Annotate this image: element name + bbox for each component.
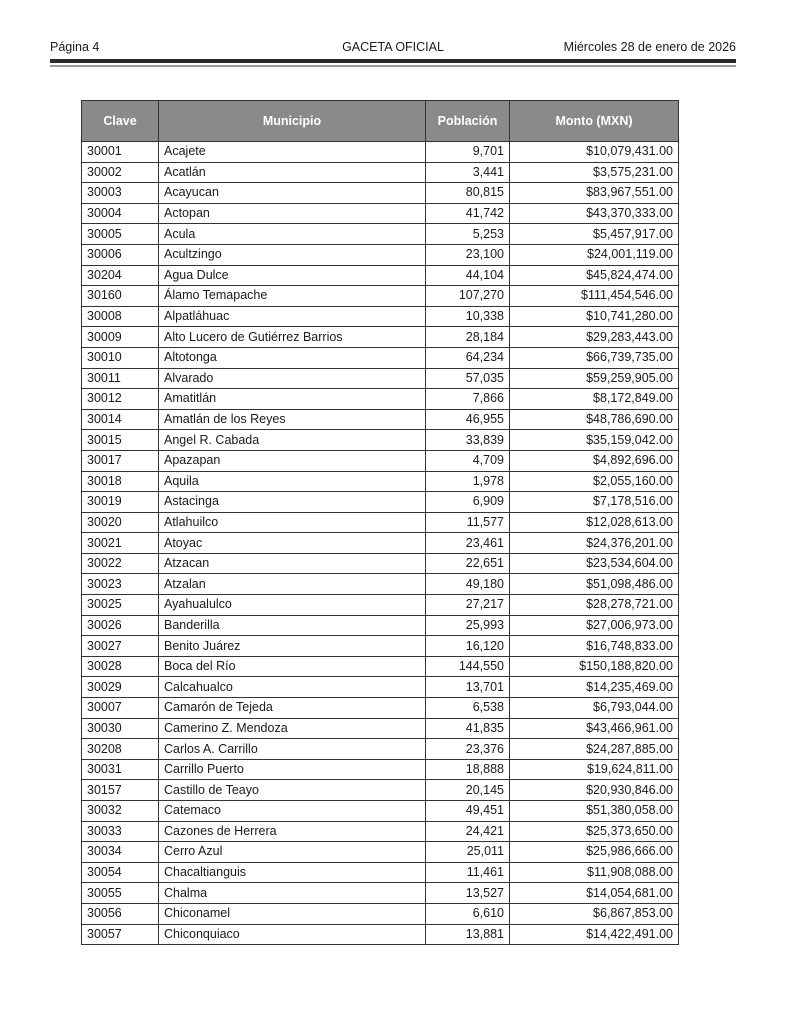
- header-rule-thin: [50, 65, 736, 67]
- cell-poblacion: 41,835: [426, 718, 510, 739]
- table-row: [82, 244, 679, 265]
- cell-municipio: Aquila: [159, 471, 426, 492]
- cell-clave: 30019: [82, 492, 159, 513]
- table-row: [82, 903, 679, 924]
- cell-municipio: Actopan: [159, 203, 426, 224]
- column-header-monto: Monto (MXN): [510, 101, 679, 142]
- cell-municipio: Cerro Azul: [159, 842, 426, 863]
- cell-monto: $59,259,905.00: [510, 368, 679, 389]
- cell-monto: $20,930,846.00: [510, 780, 679, 801]
- cell-monto: $3,575,231.00: [510, 162, 679, 183]
- cell-poblacion: 23,376: [426, 739, 510, 760]
- cell-clave: 30006: [82, 244, 159, 265]
- cell-clave: 30031: [82, 759, 159, 780]
- header-rule-thick: [50, 59, 736, 63]
- cell-clave: 30005: [82, 224, 159, 245]
- cell-monto: $14,054,681.00: [510, 883, 679, 904]
- cell-clave: 30029: [82, 677, 159, 698]
- cell-monto: $24,287,885.00: [510, 739, 679, 760]
- cell-monto: $14,235,469.00: [510, 677, 679, 698]
- cell-poblacion: 13,701: [426, 677, 510, 698]
- table-row: [82, 533, 679, 554]
- cell-municipio: Astacinga: [159, 492, 426, 513]
- cell-municipio: Acayucan: [159, 183, 426, 204]
- cell-clave: 30007: [82, 698, 159, 719]
- cell-municipio: Atoyac: [159, 533, 426, 554]
- cell-municipio: Acultzingo: [159, 244, 426, 265]
- cell-poblacion: 13,881: [426, 924, 510, 945]
- cell-poblacion: 22,651: [426, 553, 510, 574]
- cell-clave: 30055: [82, 883, 159, 904]
- cell-poblacion: 1,978: [426, 471, 510, 492]
- cell-monto: $43,370,333.00: [510, 203, 679, 224]
- table-row: [82, 842, 679, 863]
- cell-clave: 30030: [82, 718, 159, 739]
- table-row: [82, 636, 679, 657]
- table-header-row: [82, 101, 679, 142]
- cell-municipio: Amatitlán: [159, 389, 426, 410]
- table-row: [82, 430, 679, 451]
- cell-municipio: Agua Dulce: [159, 265, 426, 286]
- table-row: [82, 677, 679, 698]
- cell-poblacion: 41,742: [426, 203, 510, 224]
- cell-clave: 30003: [82, 183, 159, 204]
- cell-municipio: Alpatláhuac: [159, 306, 426, 327]
- cell-poblacion: 80,815: [426, 183, 510, 204]
- cell-poblacion: 23,100: [426, 244, 510, 265]
- cell-municipio: Acatlán: [159, 162, 426, 183]
- cell-clave: 30009: [82, 327, 159, 348]
- table-row: [82, 203, 679, 224]
- cell-monto: $45,824,474.00: [510, 265, 679, 286]
- cell-poblacion: 23,461: [426, 533, 510, 554]
- table-row: [82, 862, 679, 883]
- cell-poblacion: 25,993: [426, 615, 510, 636]
- cell-municipio: Atzacan: [159, 553, 426, 574]
- table-row: [82, 801, 679, 822]
- cell-poblacion: 11,461: [426, 862, 510, 883]
- cell-monto: $5,457,917.00: [510, 224, 679, 245]
- cell-poblacion: 49,180: [426, 574, 510, 595]
- cell-municipio: Chiconamel: [159, 903, 426, 924]
- cell-municipio: Camarón de Tejeda: [159, 698, 426, 719]
- table-row: [82, 821, 679, 842]
- table-row: [82, 265, 679, 286]
- cell-poblacion: 10,338: [426, 306, 510, 327]
- cell-clave: 30204: [82, 265, 159, 286]
- cell-poblacion: 11,577: [426, 512, 510, 533]
- column-header-clave: Clave: [82, 101, 159, 142]
- cell-monto: $66,739,735.00: [510, 347, 679, 368]
- cell-clave: 30157: [82, 780, 159, 801]
- table-row: [82, 492, 679, 513]
- cell-clave: 30033: [82, 821, 159, 842]
- cell-clave: 30014: [82, 409, 159, 430]
- cell-municipio: Catemaco: [159, 801, 426, 822]
- table-row: [82, 142, 679, 163]
- cell-poblacion: 5,253: [426, 224, 510, 245]
- table-row: [82, 924, 679, 945]
- table-row: [82, 883, 679, 904]
- cell-monto: $83,967,551.00: [510, 183, 679, 204]
- cell-clave: 30010: [82, 347, 159, 368]
- column-header-poblacion: Población: [426, 101, 510, 142]
- cell-poblacion: 9,701: [426, 142, 510, 163]
- cell-clave: 30027: [82, 636, 159, 657]
- cell-poblacion: 6,610: [426, 903, 510, 924]
- cell-clave: 30028: [82, 656, 159, 677]
- table-row: [82, 759, 679, 780]
- cell-monto: $28,278,721.00: [510, 595, 679, 616]
- table-row: [82, 327, 679, 348]
- cell-municipio: Amatlán de los Reyes: [159, 409, 426, 430]
- publication-title: GACETA OFICIAL: [342, 40, 444, 54]
- cell-monto: $16,748,833.00: [510, 636, 679, 657]
- table-row: [82, 389, 679, 410]
- table-row: [82, 409, 679, 430]
- cell-clave: 30023: [82, 574, 159, 595]
- table-row: [82, 224, 679, 245]
- column-header-municipio: Municipio: [159, 101, 426, 142]
- cell-monto: $14,422,491.00: [510, 924, 679, 945]
- table-row: [82, 574, 679, 595]
- cell-clave: 30021: [82, 533, 159, 554]
- table-row: [82, 306, 679, 327]
- cell-poblacion: 28,184: [426, 327, 510, 348]
- cell-poblacion: 6,909: [426, 492, 510, 513]
- table-row: [82, 368, 679, 389]
- cell-municipio: Apazapan: [159, 450, 426, 471]
- cell-poblacion: 18,888: [426, 759, 510, 780]
- table-row: [82, 450, 679, 471]
- cell-monto: $35,159,042.00: [510, 430, 679, 451]
- cell-poblacion: 49,451: [426, 801, 510, 822]
- cell-municipio: Carlos A. Carrillo: [159, 739, 426, 760]
- cell-poblacion: 107,270: [426, 286, 510, 307]
- cell-municipio: Atlahuilco: [159, 512, 426, 533]
- table-row: [82, 183, 679, 204]
- cell-municipio: Alvarado: [159, 368, 426, 389]
- cell-clave: 30001: [82, 142, 159, 163]
- cell-monto: $25,373,650.00: [510, 821, 679, 842]
- table-row: [82, 718, 679, 739]
- cell-municipio: Álamo Temapache: [159, 286, 426, 307]
- cell-municipio: Chalma: [159, 883, 426, 904]
- table-row: [82, 780, 679, 801]
- cell-monto: $150,188,820.00: [510, 656, 679, 677]
- cell-clave: 30004: [82, 203, 159, 224]
- table-row: [82, 512, 679, 533]
- cell-monto: $10,741,280.00: [510, 306, 679, 327]
- cell-clave: 30011: [82, 368, 159, 389]
- table-row: [82, 286, 679, 307]
- cell-municipio: Banderilla: [159, 615, 426, 636]
- cell-clave: 30020: [82, 512, 159, 533]
- cell-municipio: Angel R. Cabada: [159, 430, 426, 451]
- cell-poblacion: 16,120: [426, 636, 510, 657]
- page-header: [50, 40, 736, 58]
- cell-monto: $6,867,853.00: [510, 903, 679, 924]
- cell-poblacion: 57,035: [426, 368, 510, 389]
- cell-municipio: Atzalan: [159, 574, 426, 595]
- cell-monto: $12,028,613.00: [510, 512, 679, 533]
- table-row: [82, 656, 679, 677]
- table-row: [82, 347, 679, 368]
- cell-municipio: Calcahualco: [159, 677, 426, 698]
- cell-monto: $11,908,088.00: [510, 862, 679, 883]
- cell-poblacion: 7,866: [426, 389, 510, 410]
- cell-poblacion: 6,538: [426, 698, 510, 719]
- cell-clave: 30022: [82, 553, 159, 574]
- cell-municipio: Altotonga: [159, 347, 426, 368]
- cell-monto: $27,006,973.00: [510, 615, 679, 636]
- table-row: [82, 553, 679, 574]
- cell-municipio: Benito Juárez: [159, 636, 426, 657]
- cell-clave: 30032: [82, 801, 159, 822]
- cell-monto: $111,454,546.00: [510, 286, 679, 307]
- cell-clave: 30034: [82, 842, 159, 863]
- cell-municipio: Boca del Río: [159, 656, 426, 677]
- table-row: [82, 162, 679, 183]
- cell-clave: 30054: [82, 862, 159, 883]
- cell-monto: $10,079,431.00: [510, 142, 679, 163]
- cell-clave: 30160: [82, 286, 159, 307]
- cell-monto: $8,172,849.00: [510, 389, 679, 410]
- table-row: [82, 739, 679, 760]
- cell-monto: $51,098,486.00: [510, 574, 679, 595]
- cell-municipio: Acajete: [159, 142, 426, 163]
- cell-monto: $24,001,119.00: [510, 244, 679, 265]
- cell-poblacion: 4,709: [426, 450, 510, 471]
- page-number: Página 4: [50, 40, 100, 54]
- cell-monto: $24,376,201.00: [510, 533, 679, 554]
- cell-poblacion: 144,550: [426, 656, 510, 677]
- cell-poblacion: 44,104: [426, 265, 510, 286]
- cell-monto: $43,466,961.00: [510, 718, 679, 739]
- cell-clave: 30002: [82, 162, 159, 183]
- cell-monto: $48,786,690.00: [510, 409, 679, 430]
- cell-clave: 30025: [82, 595, 159, 616]
- cell-monto: $6,793,044.00: [510, 698, 679, 719]
- cell-monto: $2,055,160.00: [510, 471, 679, 492]
- cell-clave: 30008: [82, 306, 159, 327]
- cell-poblacion: 33,839: [426, 430, 510, 451]
- cell-monto: $7,178,516.00: [510, 492, 679, 513]
- cell-municipio: Ayahualulco: [159, 595, 426, 616]
- cell-clave: 30057: [82, 924, 159, 945]
- cell-municipio: Chacaltianguis: [159, 862, 426, 883]
- cell-municipio: Acula: [159, 224, 426, 245]
- cell-clave: 30056: [82, 903, 159, 924]
- cell-monto: $4,892,696.00: [510, 450, 679, 471]
- cell-monto: $23,534,604.00: [510, 553, 679, 574]
- cell-municipio: Camerino Z. Mendoza: [159, 718, 426, 739]
- publication-date: Miércoles 28 de enero de 2026: [563, 40, 736, 54]
- cell-monto: $51,380,058.00: [510, 801, 679, 822]
- cell-poblacion: 13,527: [426, 883, 510, 904]
- cell-monto: $19,624,811.00: [510, 759, 679, 780]
- cell-poblacion: 20,145: [426, 780, 510, 801]
- table-row: [82, 471, 679, 492]
- cell-poblacion: 46,955: [426, 409, 510, 430]
- table-row: [82, 595, 679, 616]
- cell-municipio: Castillo de Teayo: [159, 780, 426, 801]
- cell-clave: 30015: [82, 430, 159, 451]
- cell-municipio: Alto Lucero de Gutiérrez Barrios: [159, 327, 426, 348]
- table-row: [82, 615, 679, 636]
- cell-poblacion: 25,011: [426, 842, 510, 863]
- cell-clave: 30012: [82, 389, 159, 410]
- cell-clave: 30017: [82, 450, 159, 471]
- cell-poblacion: 27,217: [426, 595, 510, 616]
- table-row: [82, 698, 679, 719]
- cell-municipio: Carrillo Puerto: [159, 759, 426, 780]
- cell-clave: 30026: [82, 615, 159, 636]
- cell-monto: $29,283,443.00: [510, 327, 679, 348]
- cell-municipio: Chiconquiaco: [159, 924, 426, 945]
- cell-municipio: Cazones de Herrera: [159, 821, 426, 842]
- cell-poblacion: 3,441: [426, 162, 510, 183]
- cell-poblacion: 64,234: [426, 347, 510, 368]
- cell-poblacion: 24,421: [426, 821, 510, 842]
- cell-clave: 30018: [82, 471, 159, 492]
- cell-monto: $25,986,666.00: [510, 842, 679, 863]
- municipios-table: [81, 100, 679, 945]
- cell-clave: 30208: [82, 739, 159, 760]
